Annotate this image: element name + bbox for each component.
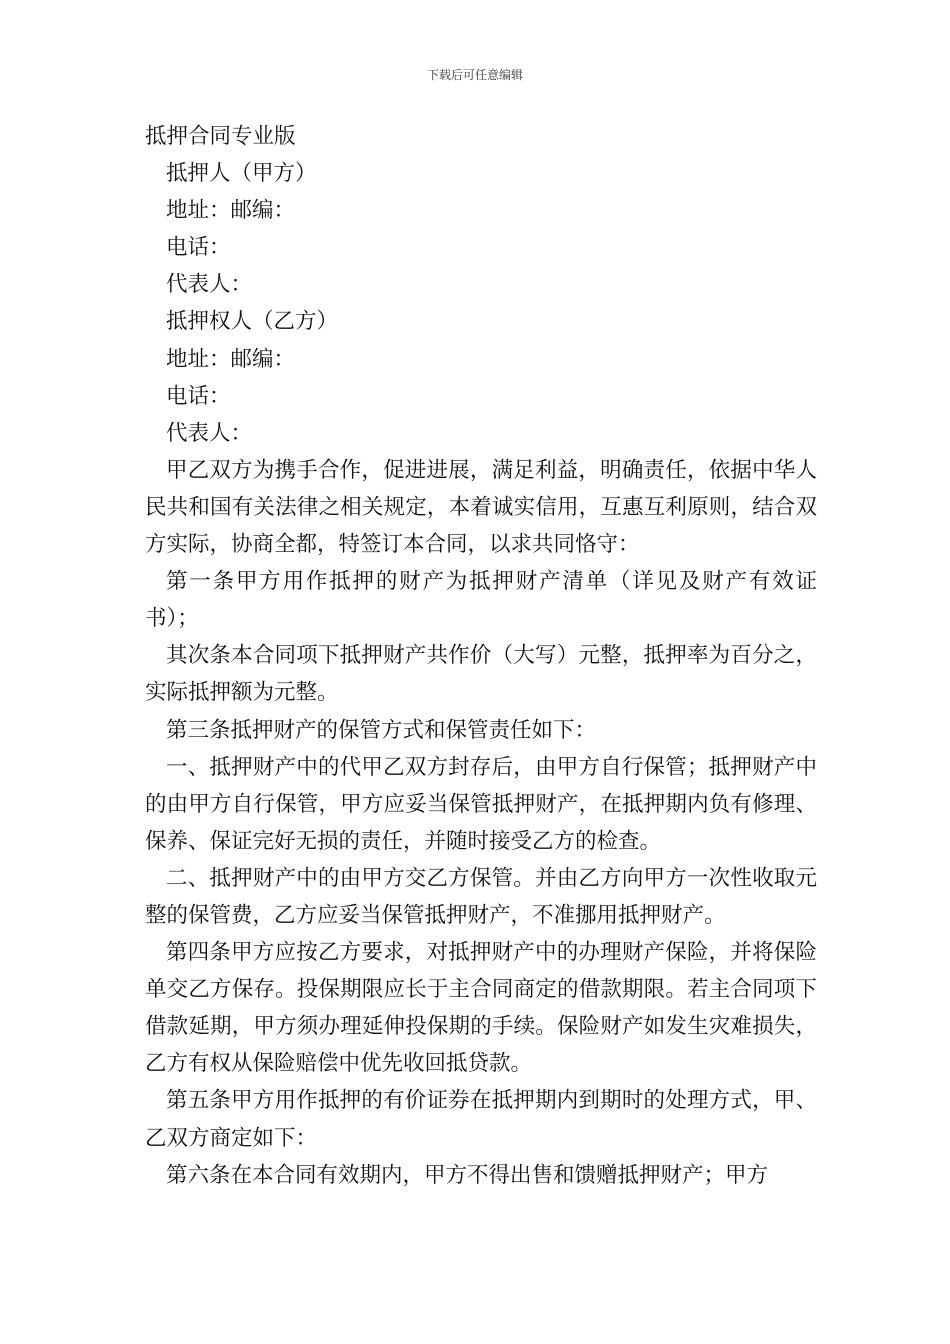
party-a-phone: 电话：: [166, 235, 231, 261]
party-b-phone: 电话：: [166, 383, 231, 409]
article-3-clause-2: 二、抵押财产中的由甲方交乙方保管。并由乙方向甲方一次性收取元整的保管费，乙方应妥当保管抵押财产，不准挪用抵押财产。: [145, 865, 817, 928]
preamble-paragraph: 甲乙双方为携手合作，促进进展，满足利益，明确责任，依据中华人民共和国有关法律之相关规定，本着诚实信用，互惠互利原则，结合双方实际，协商全都，特签订本合同，以求共同恪守：: [145, 457, 817, 558]
party-a-label: 抵押人（甲方）: [166, 161, 317, 187]
article-1: 第一条甲方用作抵押的财产为抵押财产清单（详见及财产有效证书）；: [145, 569, 817, 632]
article-4: 第四条甲方应按乙方要求，对抵押财产中的办理财产保险，并将保险单交乙方保存。投保期限应长于主合同商定的借款期限。若主合同项下借款延期，甲方须办理延伸投保期的手续。保险财产如发生灾难损失，乙方有权从保险赔偿中优先收回抵贷款。: [145, 940, 817, 1077]
article-3-clause-1: 一、抵押财产中的代甲乙双方封存后，由甲方自行保管；抵押财产中的由甲方自行保管，甲方应妥当保管抵押财产，在抵押期内负有修理、保养、保证完好无损的责任，并随时接受乙方的检查。: [145, 754, 817, 854]
page-header-note: 下载后可任意编辑: [426, 68, 523, 82]
party-a-address: 地址：邮编：: [166, 198, 296, 224]
party-a-representative: 代表人：: [166, 272, 253, 298]
party-b-label: 抵押权人（乙方）: [166, 309, 339, 335]
document-title: 抵押合同专业版: [145, 124, 296, 149]
contract-document: [145, 118, 817, 1194]
article-2: 其次条本合同项下抵押财产共作价（大写）元整，抵押率为百分之，实际抵押额为元整。: [145, 643, 817, 706]
article-3: 第三条抵押财产的保管方式和保管责任如下：: [166, 717, 597, 743]
party-b-representative: 代表人：: [166, 420, 253, 446]
party-b-address: 地址：邮编：: [166, 346, 296, 372]
article-6: 第六条在本合同有效期内，甲方不得出售和馈赠抵押财产；甲方: [166, 1162, 769, 1188]
article-5: 第五条甲方用作抵押的有价证券在抵押期内到期时的处理方式，甲、乙双方商定如下：: [145, 1088, 817, 1151]
